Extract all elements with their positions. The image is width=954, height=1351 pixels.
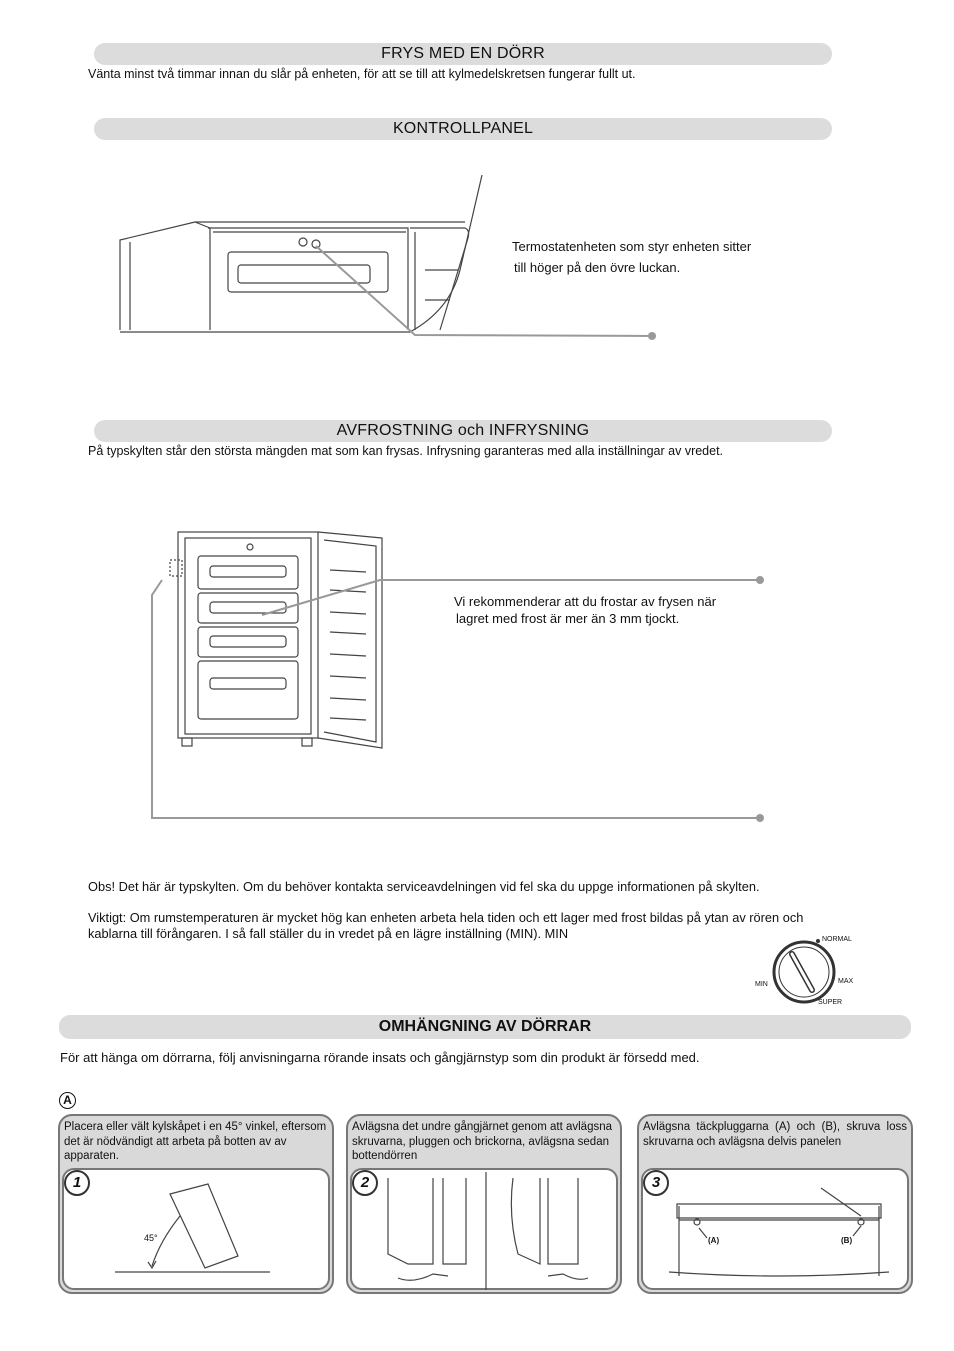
step-2-number: 2 bbox=[352, 1170, 378, 1196]
defrost-callout-line1: Vi rekommenderar att du frostar av frysen när bbox=[454, 594, 717, 609]
step-card-2 bbox=[346, 1114, 622, 1294]
dial-label-min: MIN bbox=[755, 981, 768, 988]
step-3-number: 3 bbox=[643, 1170, 669, 1196]
section-title-avfrostning: AVFROSTNING och INFRYSNING bbox=[94, 420, 832, 442]
dial-label-max: MAX bbox=[838, 978, 854, 985]
step-1-angle-label: 45° bbox=[144, 1233, 158, 1243]
step-3-panel-illustration bbox=[639, 1116, 911, 1292]
dial-label-super: SUPER bbox=[818, 999, 843, 1006]
thermostat-callout-line2: till höger på den övre luckan. bbox=[514, 260, 681, 275]
section-title-omhangning: OMHÄNGNING AV DÖRRAR bbox=[59, 1015, 911, 1039]
step-3-text: Avlägsna täckpluggarna (A) och (B), skruva loss skruvarna och avlägsna delvis panelen bbox=[643, 1121, 907, 1148]
avfrostning-intro-text: På typskylten står den största mängden mat som kan frysas. Infrysning garanteras med alla inställningar av vredet. bbox=[88, 444, 724, 458]
freezer-illustration bbox=[140, 520, 780, 830]
thermostat-dial-icon bbox=[770, 936, 843, 1006]
frys-intro-text: Vänta minst två timmar innan du slår på enheten, för att se till att kylmedelskretsen fungerar fullt ut. bbox=[88, 67, 636, 81]
step-3-label-a: (A) bbox=[708, 1236, 720, 1245]
omhangning-intro-text: För att hänga om dörrarna, följ anvisningarna rörande insats och gångjärnstyp som din produkt är försedd med. bbox=[60, 1050, 700, 1065]
label-a-icon bbox=[59, 1092, 76, 1109]
step-card-3 bbox=[637, 1114, 913, 1294]
step-2-hinge-illustration bbox=[348, 1116, 620, 1292]
thermostat-callout-line1: Termostatenheten som styr enheten sitter bbox=[512, 239, 752, 254]
step-3-label-b: (B) bbox=[841, 1236, 853, 1245]
step-2-text: Avlägsna det undre gångjärnet genom att avlägsna skruvarna, pluggen och brickorna, avlägsna sedan bottendörren bbox=[352, 1121, 613, 1162]
obs-note: Obs! Det här är typskylten. Om du behöver kontakta serviceavdelningen vid fel ska du uppge informationen på skylten. bbox=[88, 879, 760, 894]
section-title-kontrollpanel: KONTROLLPANEL bbox=[94, 118, 832, 140]
section-title-frys: FRYS MED EN DÖRR bbox=[94, 43, 832, 65]
dial-label-normal: NORMAL bbox=[822, 936, 852, 943]
step-1-text: Placera eller vält kylskåpet i en 45° vinkel, eftersom det är nödvändigt att arbeta på botten av av apparaten. bbox=[64, 1121, 327, 1162]
label-a-text: A bbox=[63, 1093, 72, 1107]
viktigt-note-line2: kablarna till förångaren. I så fall ställer du in vredet på en lägre inställning (MIN). MIN bbox=[88, 926, 569, 941]
step-1-number: 1 bbox=[64, 1170, 90, 1196]
step-card-1 bbox=[58, 1114, 334, 1294]
step-1-tilt-illustration bbox=[60, 1116, 332, 1292]
viktigt-note-line1: Viktigt: Om rumstemperaturen är mycket hög kan enheten arbeta hela tiden och ett lager med frost bildas på ytan av rören och bbox=[88, 910, 804, 925]
defrost-callout-line2: lagret med frost är mer än 3 mm tjockt. bbox=[456, 611, 680, 626]
